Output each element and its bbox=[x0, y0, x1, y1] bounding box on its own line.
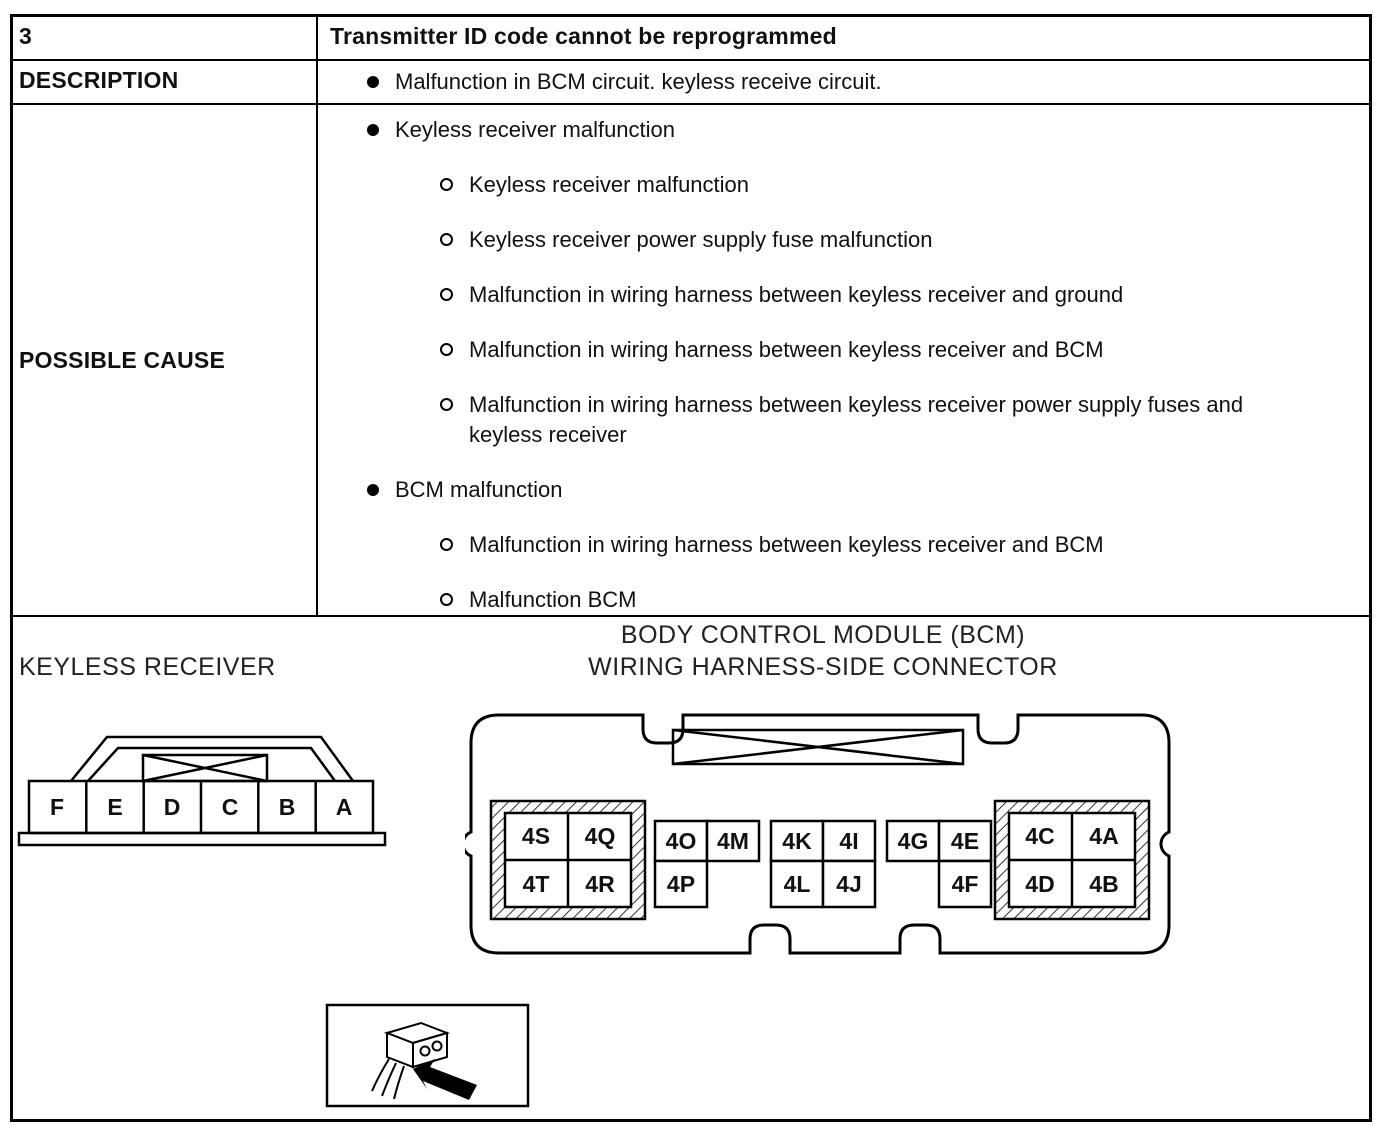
pin-label: 4Q bbox=[584, 823, 616, 849]
keyless-receiver-connector-drawing bbox=[15, 719, 390, 869]
pin-label: 4L bbox=[783, 871, 811, 897]
bcm-connector-drawing bbox=[465, 709, 1175, 959]
cause-item-text: Keyless receiver malfunction bbox=[469, 172, 750, 197]
cause-item-text: Malfunction in wiring harness between keyless receiver and BCM bbox=[469, 337, 1104, 362]
keyway-cross-lines bbox=[143, 755, 267, 781]
pin-label: C bbox=[221, 794, 239, 820]
open-bullet-icon bbox=[440, 398, 453, 411]
pin-label: 4K bbox=[782, 828, 812, 854]
description-label: DESCRIPTION bbox=[13, 61, 318, 103]
cause-item-text: Malfunction BCM bbox=[469, 587, 637, 612]
filled-bullet-icon bbox=[367, 76, 379, 88]
possible-cause-cell bbox=[318, 105, 1369, 615]
filled-bullet-icon bbox=[367, 124, 379, 136]
table-row-possible-cause bbox=[13, 105, 1369, 617]
pin-label: 4C bbox=[1025, 823, 1055, 849]
pin-label: E bbox=[107, 794, 123, 820]
cause-item-text: Malfunction in wiring harness between keyless receiver power supply fuses and keyless receiver bbox=[469, 392, 1244, 447]
bcm-connector-title bbox=[453, 619, 1193, 683]
bcm-title-line1: BODY CONTROL MODULE (BCM) bbox=[620, 621, 1026, 649]
dtc-number-cell: 3 bbox=[13, 17, 318, 59]
bcm-right-pin-block bbox=[995, 801, 1149, 919]
pin-label: B bbox=[278, 794, 296, 820]
pin-label: 4M bbox=[717, 828, 749, 854]
cause-item bbox=[318, 390, 1359, 450]
pin-label: D bbox=[163, 794, 181, 820]
keyless-receiver-inset-illustration bbox=[325, 1003, 530, 1108]
pin-label: 4F bbox=[951, 871, 979, 897]
pin-label: F bbox=[49, 794, 65, 820]
description-item bbox=[318, 67, 1359, 97]
table-row-description bbox=[13, 61, 1369, 105]
possible-cause-label: POSSIBLE CAUSE bbox=[13, 105, 318, 615]
cause-item bbox=[318, 170, 1359, 200]
open-bullet-icon bbox=[440, 538, 453, 551]
connector-hood-inner-line bbox=[88, 748, 335, 781]
keyless-receiver-label: KEYLESS RECEIVER bbox=[19, 653, 276, 681]
table-frame bbox=[10, 14, 1372, 1122]
open-bullet-icon bbox=[440, 593, 453, 606]
pin-label: 4S bbox=[521, 823, 551, 849]
pin-label: 4I bbox=[839, 828, 859, 854]
pin-label: 4A bbox=[1089, 823, 1119, 849]
pin-label: 4J bbox=[836, 871, 862, 897]
description-cell bbox=[318, 61, 1369, 103]
cause-item bbox=[318, 225, 1359, 255]
connector-hood-outline bbox=[71, 737, 353, 781]
pin-label: 4P bbox=[666, 871, 696, 897]
pin-label: 4E bbox=[950, 828, 980, 854]
open-bullet-icon bbox=[440, 178, 453, 191]
cause-item bbox=[318, 335, 1359, 365]
wire-leads-icon bbox=[372, 1059, 404, 1099]
pin-label: 4T bbox=[522, 871, 550, 897]
bcm-middle-pin-cells bbox=[655, 821, 991, 907]
cause-item bbox=[318, 530, 1359, 560]
pin-label: 4G bbox=[897, 828, 929, 854]
dtc-title-cell: Transmitter ID code cannot be reprogrammed bbox=[330, 23, 837, 49]
cause-group-label bbox=[318, 475, 1359, 505]
pointer-arrow-icon bbox=[413, 1059, 477, 1100]
open-bullet-icon bbox=[440, 288, 453, 301]
cause-group-text: Keyless receiver malfunction bbox=[395, 117, 676, 142]
pin-label: 4D bbox=[1025, 871, 1055, 897]
pin-label: 4B bbox=[1089, 871, 1119, 897]
cause-item-text: Malfunction in wiring harness between keyless receiver and BCM bbox=[469, 532, 1104, 557]
cause-item bbox=[318, 585, 1359, 615]
cause-item-text: Malfunction in wiring harness between keyless receiver and ground bbox=[469, 282, 1124, 307]
open-bullet-icon bbox=[440, 233, 453, 246]
description-item-text: Malfunction in BCM circuit. keyless receive circuit. bbox=[395, 69, 882, 94]
cause-group-text: BCM malfunction bbox=[395, 477, 563, 502]
filled-bullet-icon bbox=[367, 484, 379, 496]
pin-label: A bbox=[335, 794, 353, 820]
bcm-left-pin-block bbox=[491, 801, 645, 919]
receiver-unit-icon bbox=[387, 1023, 447, 1067]
cause-item bbox=[318, 280, 1359, 310]
pin-label: 4R bbox=[585, 871, 615, 897]
connector-diagram-area bbox=[13, 617, 1369, 1119]
open-bullet-icon bbox=[440, 343, 453, 356]
connector-base-flange bbox=[19, 833, 385, 845]
bcm-keyway-cross-lines bbox=[673, 730, 963, 764]
cause-item-text: Keyless receiver power supply fuse malfunction bbox=[469, 227, 933, 252]
pin-label: 4O bbox=[665, 828, 697, 854]
cause-group-label bbox=[318, 115, 1359, 145]
bcm-title-line2: WIRING HARNESS-SIDE CONNECTOR bbox=[588, 653, 1058, 681]
table-row-number-title bbox=[13, 17, 1369, 61]
